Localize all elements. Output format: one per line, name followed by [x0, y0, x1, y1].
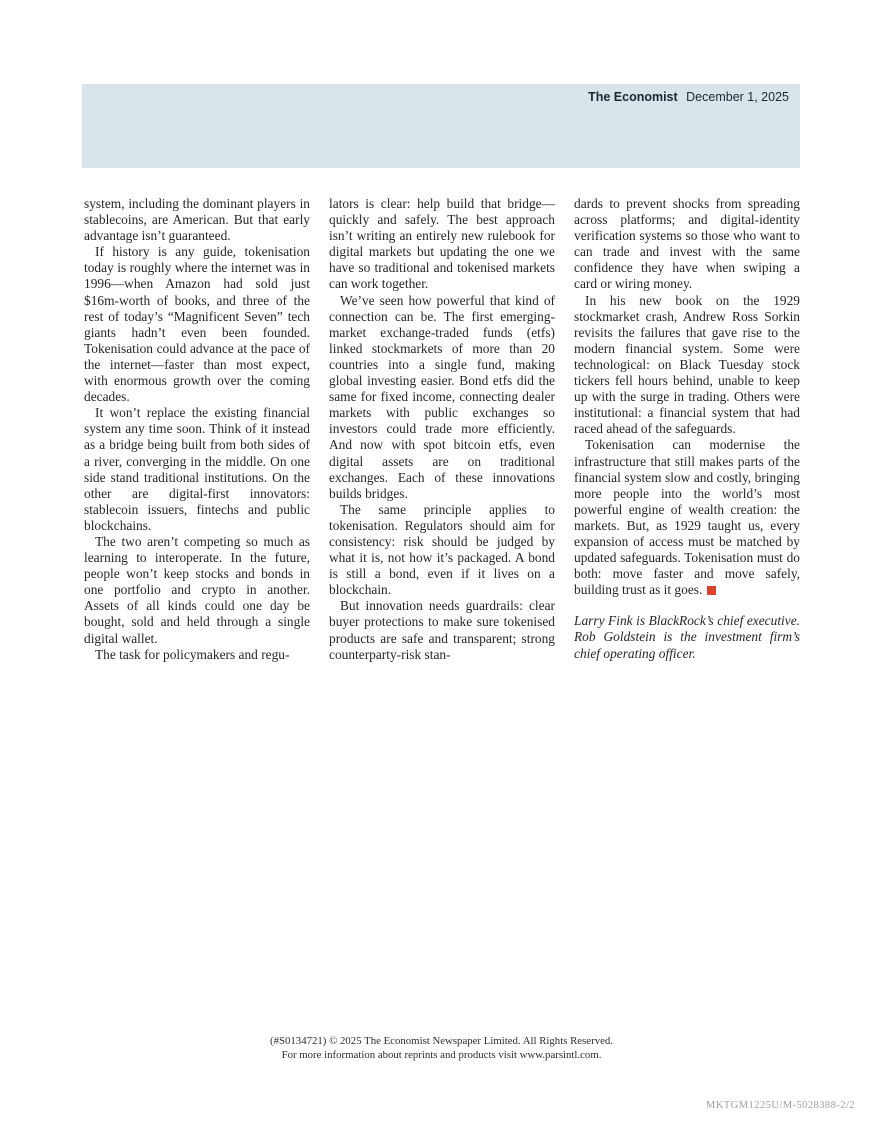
masthead: [588, 90, 789, 105]
paragraph: The two aren’t competing so much as learning to interoperate. In the future, people won’t keep stocks and bonds in one portfolio and crypto in another. Assets of all kinds could one day be bought, sold and held through a single digital wallet.: [84, 533, 310, 646]
article-columns: [84, 196, 800, 663]
document-code: MKTGM1225U/M-5028388-2/2: [705, 1100, 855, 1111]
column-3: [574, 196, 800, 663]
column-1: [84, 196, 310, 663]
publication-name: The Economist: [588, 90, 678, 104]
column-2: [329, 196, 555, 663]
issue-date: December 1, 2025: [686, 90, 789, 104]
paragraph: But innovation needs guardrails: clear buyer protections to make sure tokenised products are safe and transparent; strong counterparty-risk stan-: [329, 598, 555, 662]
paragraph: The task for policymakers and regu-: [95, 646, 290, 662]
article-end-marker-icon: [707, 586, 716, 595]
paragraph: It won’t replace the existing financial system any time soon. Think of it instead as a bridge being built from both sides of a river, converging in the middle. On one side stand traditional institutions. On the other are digital-first innovators: stablecoin issuers, fintechs and public blockchains.: [84, 405, 310, 533]
footer-reprints-line: For more information about reprints and products visit www.parsintl.com.: [281, 1048, 602, 1061]
paragraph: In his new book on the 1929 stockmarket crash, Andrew Ross Sorkin revisits the failures that gave rise to the modern financial system. Some were technological: on Black Tuesday stock tickers fell hours behind, unable to keep up with the surge in trading. Others were institutional: a financial system that had raced ahead of the safeguards.: [574, 292, 800, 437]
paragraph-text: Tokenisation can modernise the infrastructure that still makes parts of the financial system slow and costly, bringing more people into the world’s most powerful engine of wealth creation: the markets. But, as 1929 taught us, every expansion of access must be matched by updated safeguards. Tokenisation must do both: move faster and move safely, building trust as it goes.: [574, 437, 800, 598]
footer-copyright-line: (#S0134721) © 2025 The Economist Newspaper Limited. All Rights Reserved.: [270, 1035, 613, 1047]
reprint-footer: [0, 1035, 883, 1063]
paragraph: If history is any guide, tokenisation today is roughly where the internet was in 1996—when Amazon had sold just $16m-worth of books, and three of the rest of today’s “Magnificent Seven” tech giants hadn’t even been founded. Tokenisation could advance at the pace of the internet—faster than most expect, with enormous growth over the coming decades.: [84, 244, 310, 405]
paragraph: lators is clear: help build that bridge—quickly and safely. The best approach isn’t writing an entirely new rulebook for digital markets but updating the one we have so traditional and tokenised markets can work together.: [329, 196, 555, 292]
paragraph: We’ve seen how powerful that kind of connection can be. The first emerging-market exchange-traded funds (etfs) linked stockmarkets of more than 20 countries into a single fund, making global investing easier. Bond etfs did the same for fixed income, connecting dealer markets with public exchanges so investors could trade more efficiently. And now with spot bitcoin etfs, even digital assets are on traditional exchanges. Each of these innovations builds bridges.: [329, 292, 555, 501]
paragraph: dards to prevent shocks from spreading across platforms; and digital-identity verification systems so those who want to can trade and invest with the same confidence they have when swiping a card or wiring money.: [574, 196, 800, 292]
paragraph: The same principle applies to tokenisation. Regulators should aim for consistency: risk should be judged by what it is, not how it’s packaged. A bond is still a bond, even if it lives on a blockchain.: [329, 501, 555, 598]
paragraph: [574, 437, 800, 598]
paragraph: system, including the dominant players in stablecoins, are American. But that early advantage isn’t guaranteed.: [84, 196, 310, 244]
header-band: [82, 84, 800, 168]
author-byline: Larry Fink is BlackRock’s chief executive. Rob Goldstein is the investment firm’s chief operating officer.: [574, 613, 800, 661]
